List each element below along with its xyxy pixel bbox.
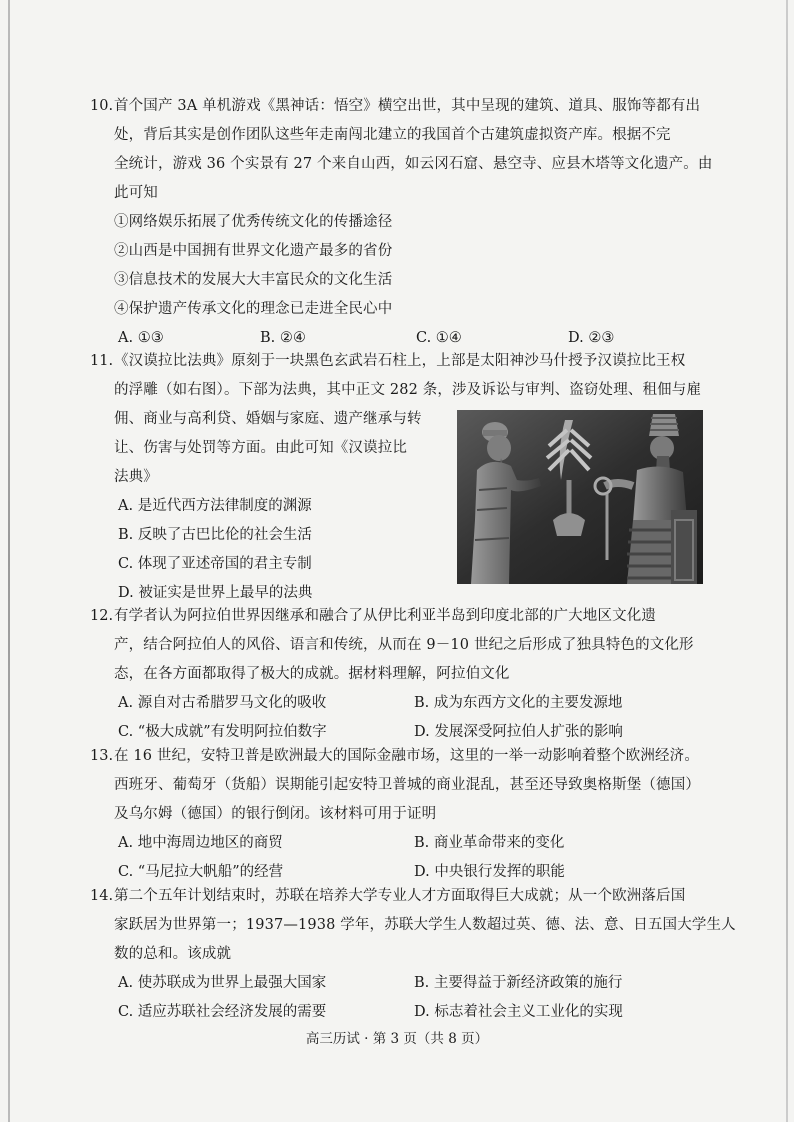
question-13 — [90, 742, 700, 882]
question-10 — [90, 92, 713, 352]
question-text-line: 处，背后其实是创作团队这些年走南闯北建立的我国首个古建筑虚拟资产库。根据不完 — [114, 127, 671, 143]
question-14 — [90, 882, 736, 1022]
option-a[interactable]: A. 使苏联成为世界上最强大国家 — [118, 975, 327, 991]
page-footer: 高三历试 · 第 3 页（共 8 页） — [305, 1031, 489, 1047]
question-text-line: 此可知 — [114, 185, 158, 201]
statement-2: ②山西是中国拥有世界文化遗产最多的省份 — [114, 243, 393, 259]
question-text-line: 家跃居为世界第一；1937—1938 学年，苏联大学生人数超过英、德、法、意、日五国大学生人 — [114, 917, 736, 933]
option-a[interactable]: A. 地中海周边地区的商贸 — [118, 835, 283, 851]
question-number: 14. — [90, 888, 114, 904]
option-a[interactable]: A. 源自对古希腊罗马文化的吸收 — [118, 695, 327, 711]
option-c[interactable]: C. “马尼拉大帆船”的经营 — [118, 864, 284, 880]
question-text-line: 有学者认为阿拉伯世界因继承和融合了从伊比利亚半岛到印度北部的广大地区文化遗 — [114, 608, 657, 624]
question-text-line: 《汉谟拉比法典》原刻于一块黑色玄武岩石柱上，上部是太阳神沙马什授予汉谟拉比王权 — [114, 353, 686, 369]
question-text-line: 佣、商业与高利贷、婚姻与家庭、遗产继承与转 — [114, 411, 422, 427]
question-text-line: 态，在各方面都取得了极大的成就。据材料理解，阿拉伯文化 — [114, 666, 510, 682]
statement-1: ①网络娱乐拓展了优秀传统文化的传播途径 — [114, 214, 393, 230]
option-d[interactable]: D. 中央银行发挥的职能 — [414, 864, 565, 880]
question-text-line: 及乌尔姆（德国）的银行倒闭。该材料可用于证明 — [114, 806, 437, 822]
option-b[interactable]: B. 反映了古巴比伦的社会生活 — [118, 527, 312, 543]
question-number: 11. — [90, 353, 114, 369]
scan-edge-right — [786, 0, 788, 1122]
question-text-line: 数的总和。该成就 — [114, 946, 232, 962]
question-text-line: 的浮雕（如右图）。下部为法典，其中正文 282 条，涉及诉讼与审判、盗窃处理、租佃与雇 — [114, 382, 702, 398]
option-d[interactable]: D. 发展深受阿拉伯人扩张的影响 — [414, 724, 623, 740]
question-text-line: 产，结合阿拉伯人的风俗、语言和传统，从而在 9－10 世纪之后形成了独具特色的文化形 — [114, 637, 694, 653]
question-12 — [90, 602, 700, 742]
option-c[interactable]: C. ①④ — [416, 330, 462, 346]
question-number: 12. — [90, 608, 114, 624]
question-text-line: 第二个五年计划结束时，苏联在培养大学专业人才方面取得巨大成就；从一个欧洲落后国 — [114, 888, 686, 904]
option-d[interactable]: D. 被证实是世界上最早的法典 — [118, 585, 313, 601]
question-text-line: 在 16 世纪，安特卫普是欧洲最大的国际金融市场，这里的一举一动影响着整个欧洲经济。 — [114, 748, 699, 764]
question-number: 13. — [90, 748, 114, 764]
option-a[interactable]: A. 是近代西方法律制度的渊源 — [118, 498, 312, 514]
question-text-line: 全统计，游戏 36 个实景有 27 个来自山西，如云冈石窟、悬空寺、应县木塔等文化遗产。由 — [114, 156, 713, 172]
option-b[interactable]: B. ②④ — [260, 330, 306, 346]
hammurabi-stele-relief-image — [457, 410, 703, 584]
statement-4: ④保护遗产传承文化的理念已走进全民心中 — [114, 301, 393, 317]
option-c[interactable]: C. 体现了亚述帝国的君主专制 — [118, 556, 312, 572]
option-c[interactable]: C. 适应苏联社会经济发展的需要 — [118, 1004, 327, 1020]
question-text-line: 让、伤害与处罚等方面。由此可知《汉谟拉比 — [114, 440, 407, 456]
question-number: 10. — [90, 98, 114, 114]
option-d[interactable]: D. 标志着社会主义工业化的实现 — [414, 1004, 623, 1020]
option-b[interactable]: B. 成为东西方文化的主要发源地 — [414, 695, 623, 711]
option-c[interactable]: C. “极大成就”有发明阿拉伯数字 — [118, 724, 327, 740]
statement-3: ③信息技术的发展大大丰富民众的文化生活 — [114, 272, 393, 288]
option-b[interactable]: B. 主要得益于新经济政策的施行 — [414, 975, 623, 991]
option-b[interactable]: B. 商业革命带来的变化 — [414, 835, 565, 851]
scan-edge-left — [8, 0, 10, 1122]
question-text-line: 西班牙、葡萄牙（货船）误期能引起安特卫普城的商业混乱，甚至还导致奥格斯堡（德国） — [114, 777, 700, 793]
option-a[interactable]: A. ①③ — [118, 330, 164, 346]
option-d[interactable]: D. ②③ — [568, 330, 615, 346]
question-text-line: 首个国产 3A 单机游戏《黑神话：悟空》横空出世，其中呈现的建筑、道具、服饰等都有出 — [114, 98, 701, 114]
question-text-line: 法典》 — [114, 469, 158, 485]
